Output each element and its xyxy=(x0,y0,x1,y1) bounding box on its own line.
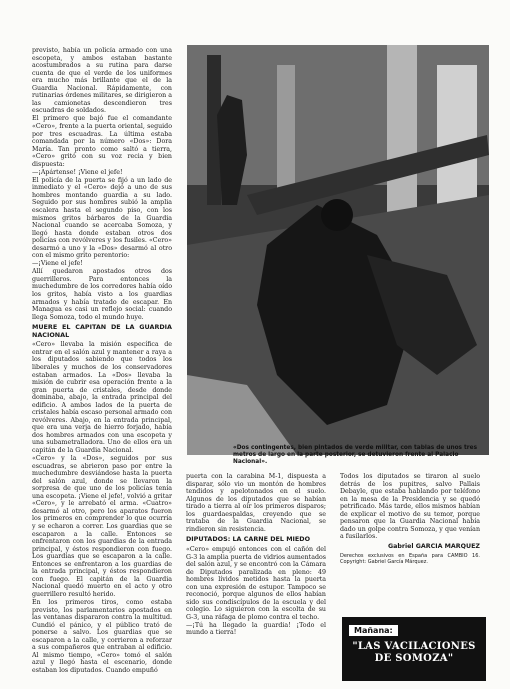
paragraph: Allí quedaron apostados otros dos guerrilleros. Para entonces la muchedumbre de los corredores había oído los gritos, había visto a los guardias armados y había tratado de escapar. En Managua es casi un reflejo social: cuando llega Somoza, todo el mundo huye. xyxy=(32,268,172,321)
paragraph: —¡Tú ha llegado la guardia! ¡Todo el mundo a tierra! xyxy=(186,621,326,637)
article-column-2 xyxy=(186,473,326,683)
paragraph: —¡Viene el jefe! xyxy=(32,260,83,268)
next-issue-title: "LAS VACILACIONES DE SOMOZA" xyxy=(352,641,476,664)
article-column-1 xyxy=(32,47,172,682)
paragraph: puerta con la carabina M-1, dispuesta a disparar, sólo vio un montón de hombres tendidos y apelotonados en el suelo. Algunos de los diputados que se habían tirado a tierra al oír los primeros disparos; los guardaespaldas, creyendo que se trataba de la Guardia Nacional, se rindieron sin resistencia. xyxy=(186,473,326,533)
section-heading: MUERE EL CAPITAN DE LA GUARDIA NACIONAL xyxy=(32,323,172,339)
section-heading: DIPUTADOS: LA CARNE DEL MIEDO xyxy=(186,535,311,544)
photo-caption: «Dos contingentes, bien pintados de verde militar, con tablas de unos tres metros de largo en la parte posterior, se detuvieron frente al Palacio Nacional». xyxy=(233,445,478,465)
article-photo xyxy=(187,45,489,455)
paragraph: previsto, había un policía armado con una escopeta, y ambos estaban bastante acostumbrados a su rutina para darse cuenta de que el verde de los uniformes era mucho más brillante que el de la Guardia Nacional. Rápidamente, con rutinarias órdenes militares, se dirigieron a las camionetas descendieron tres escuadras de soldados. xyxy=(32,47,172,115)
paragraph: «Cero» y la «Dos», seguidos por sus escuadras, se abrieron paso por entre la muchedumbre desviándose hasta la puerta del salón azul, donde se llevaron la sorpresa de que uno de los policías tenía una escopeta. ¡Viene el jefe!, volvió a gritar «Cero», y le arrebató el arma. «Cuatro» desarmó al otro, pero los aparatos fueron los primeros en comprender lo que ocurría y se echaron a correr. Los guardias que se escaparon a la calle. Entonces se enfrentaron con los guardias de la entrada principal, y éstos respondieron con fuego. Los guardias que se escaparon a la calle. Entonces se enfrentaron a los guardias de la entrada principal, y éstos respondieron con fuego. El capitán de la Guardia Nacional quedó muerto en el acto y otro guerrillero resultó herido. xyxy=(32,455,172,598)
author-signature: Gabriel GARCIA MARQUEZ xyxy=(387,542,480,550)
paragraph: El primero que bajó fue el comandante «Cero», frente a la puerta oriental, seguido por tres escuadras. La última estaba comandada por la número «Dos»: Dora María. Tan pronto como saltó a tierra, «Cero» gritó con su voz recia y bien dispuesta: xyxy=(32,115,172,168)
copyright-note: Derechos exclusivos en España para CAMBIO 16. Copyright: Gabriel García Márquez. xyxy=(340,553,480,566)
next-issue-label: Mañana: xyxy=(349,625,398,636)
paragraph: Todos los diputados se tiraron al suelo detrás de los pupitres, salvo Pallais Debayle, que estaba hablando por teléfono en la mesa de la Presidencia y se quedó petrificado. Más tarde, ellos mismos habían de explicar el motivo de su temor, porque pensaron que la Guardia Nacional había dado un golpe contra Somoza, y que venían a fusilarlos. xyxy=(340,473,480,541)
paragraph: En los primeros tiros, como estaba previsto, los parlamentarios apostados en las ventanas dispararon contra la multitud. Cundió el pánico, y el público trató de ponerse a salvo. Los guardias que se escaparon a la calle, y corrieron a reforzar a sus compañeros que entraban al edificio. Al mismo tiempo, «Cero» tomó el salón azul y llegó hasta el escenario, donde estaban los diputados. Cuando empuñó xyxy=(32,598,172,674)
paragraph: «Cero» llevaba la misión específica de entrar en el salón azul y mantener a raya a los diputados sabiendo que todos los liberales y muchos de los conservadores estaban armados. La «Dos» llevaba la misión de cubrir esa operación frente a la gran puerta de cristales, desde donde dominaba, abajo, la entrada principal del edificio. A ambos lados de la puerta de cristales había escaso personal armado con revólveres. Abajo, en la entrada principal, que era una verja de hierro forjado, había dos hombres armados con una escopeta y una subametralladora. Uno de ellos era un capitán de la Guardia Nacional. xyxy=(32,341,172,455)
next-issue-box xyxy=(342,617,486,681)
paragraph: El policía de la puerta se fijó a un lado de inmediato y el «Cero» dejó a uno de sus hombres montando guardia a su lado. Seguido por sus hombres subió la amplia escalera hasta el segundo piso, con los mismos gritos bárbaros de la Guardia Nacional cuando se acercaba Somoza, y llegó hasta donde estaban otros dos policías con revólveres y los fusiles. «Cero» desarmó a uno y la «Dos» desarmó al otro con el mismo grito perentorio: xyxy=(32,176,172,260)
paragraph: —¡Apártense! ¡Viene el jefe! xyxy=(32,168,123,176)
paragraph: «Cero» empujó entonces con el cañón del G-3 la amplia puerta de vidrios aumentados del salón azul, y se encontró con la Cámara de Diputados paralizada en pleno: 49 hombres lívidos metidos hasta la puerta con una expresión de estupor. Tampoco se reconoció, porque algunos de ellos habían sido sus condiscípulos de la escuela y del colegio. Lo siguieron con la escolta de su G-3, una ráfaga de plomo contra el techo. xyxy=(186,545,326,621)
article-column-3 xyxy=(340,473,480,608)
